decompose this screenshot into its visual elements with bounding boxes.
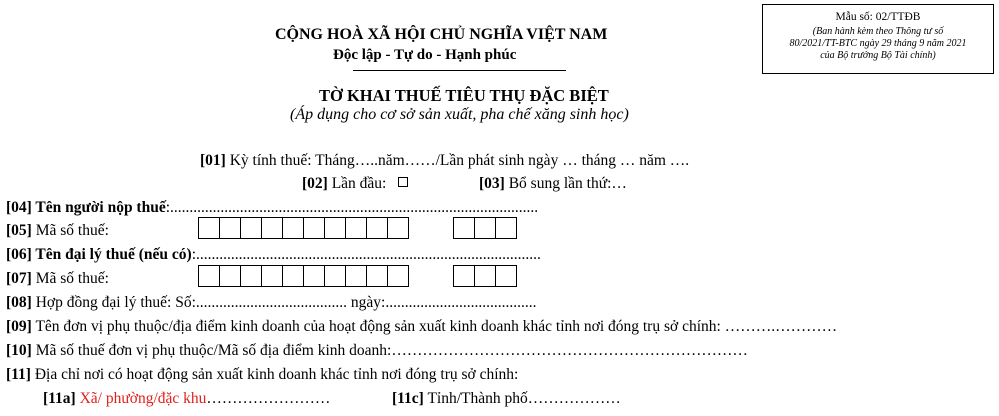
form-code: Mẫu số: 02/TTĐB xyxy=(835,11,921,23)
motto: Độc lập - Tự do - Hạnh phúc xyxy=(333,47,517,63)
field-06-agent-name[interactable]: [06] Tên đại lý thuế (nếu có):......................................................................................... xyxy=(6,246,541,263)
tax-code-cell[interactable] xyxy=(198,265,220,287)
field-04-taxpayer-name[interactable]: [04] Tên người nộp thuế:............................................................................................... xyxy=(6,199,539,216)
form-note-line-3: của Bộ trưởng Bộ Tài chính) xyxy=(820,50,936,61)
nation-heading: CỘNG HOÀ XÃ HỘI CHỦ NGHĨA VIỆT NAM xyxy=(275,26,608,43)
field-11c-province[interactable]: [11c] Tỉnh/Thành phố……………… xyxy=(392,390,621,407)
field-05-tax-code-label: [05] Mã số thuế: xyxy=(6,222,109,239)
tax-code-cell[interactable] xyxy=(261,265,283,287)
tax-code-cell[interactable] xyxy=(261,217,283,239)
tax-code-cell[interactable] xyxy=(387,217,409,239)
tax-code-cell[interactable] xyxy=(474,265,496,287)
field-02-first-time[interactable]: [02] Lần đầu: xyxy=(302,175,408,193)
tax-code-cell[interactable] xyxy=(303,217,325,239)
tax-code-cell[interactable] xyxy=(240,265,262,287)
first-time-checkbox[interactable] xyxy=(398,177,408,187)
tax-code-cell[interactable] xyxy=(282,217,304,239)
tax-code-cell[interactable] xyxy=(219,265,241,287)
field-03-supplement[interactable]: [03] Bổ sung lần thứ:… xyxy=(479,175,627,192)
field-08-agent-contract[interactable]: [08] Hợp đồng đại lý thuế: Số:....................................... ngày:....................................... xyxy=(6,294,537,311)
tax-code-cell[interactable] xyxy=(345,265,367,287)
field-01-tax-period[interactable]: [01] Kỳ tính thuế: Tháng…..năm……/Lần phát sinh ngày … tháng … năm …. xyxy=(200,152,690,169)
tax-code-cell[interactable] xyxy=(282,265,304,287)
tax-code-cell[interactable] xyxy=(324,265,346,287)
tax-code-cell[interactable] xyxy=(219,217,241,239)
tax-code-cell[interactable] xyxy=(387,265,409,287)
field-11a-ward[interactable]: [11a] Xã/ phường/đặc khu…………………… xyxy=(43,390,331,407)
field-10-branch-tax-code[interactable]: [10] Mã số thuế đơn vị phụ thuộc/Mã số địa điểm kinh doanh:…………………………………………………………… xyxy=(6,342,748,359)
tax-code-cell[interactable] xyxy=(198,217,220,239)
tax-code-cell[interactable] xyxy=(324,217,346,239)
tax-code-cell[interactable] xyxy=(495,265,517,287)
field-09-branch-name[interactable]: [09] Tên đơn vị phụ thuộc/địa điểm kinh doanh của hoạt động sản xuất kinh doanh khác tỉnh nơi đóng trụ sở chính: ……….………… xyxy=(6,318,838,335)
tax-code-cell[interactable] xyxy=(303,265,325,287)
tax-code-cell[interactable] xyxy=(453,265,475,287)
field-07-tax-code-label: [07] Mã số thuế: xyxy=(6,270,109,287)
form-title: TỜ KHAI THUẾ TIÊU THỤ ĐẶC BIỆT xyxy=(319,86,609,105)
tax-code-cell[interactable] xyxy=(240,217,262,239)
tax-code-suffix-cells-05[interactable] xyxy=(453,217,517,239)
form-code-note xyxy=(763,26,993,62)
motto-underline xyxy=(353,70,566,71)
tax-code-cell[interactable] xyxy=(474,217,496,239)
tax-code-cell[interactable] xyxy=(495,217,517,239)
field-11-address: [11] Địa chỉ nơi có hoạt động sản xuất kinh doanh khác tỉnh nơi đóng trụ sở chính: xyxy=(6,366,519,383)
tax-code-cells-05[interactable] xyxy=(198,217,409,239)
form-code-box xyxy=(762,4,994,74)
tax-code-cell[interactable] xyxy=(453,217,475,239)
form-subtitle: (Áp dụng cho cơ sở sản xuất, pha chế xăng sinh học) xyxy=(290,106,629,123)
tax-code-suffix-cells-07[interactable] xyxy=(453,265,517,287)
form-note-line-2: 80/2021/TT-BTC ngày 29 tháng 9 năm 2021 xyxy=(789,38,967,49)
tax-code-cell[interactable] xyxy=(366,217,388,239)
tax-code-cell[interactable] xyxy=(345,217,367,239)
tax-code-cells-07[interactable] xyxy=(198,265,409,287)
tax-code-cell[interactable] xyxy=(366,265,388,287)
form-note-line-1: (Ban hành kèm theo Thông tư số xyxy=(812,26,944,37)
